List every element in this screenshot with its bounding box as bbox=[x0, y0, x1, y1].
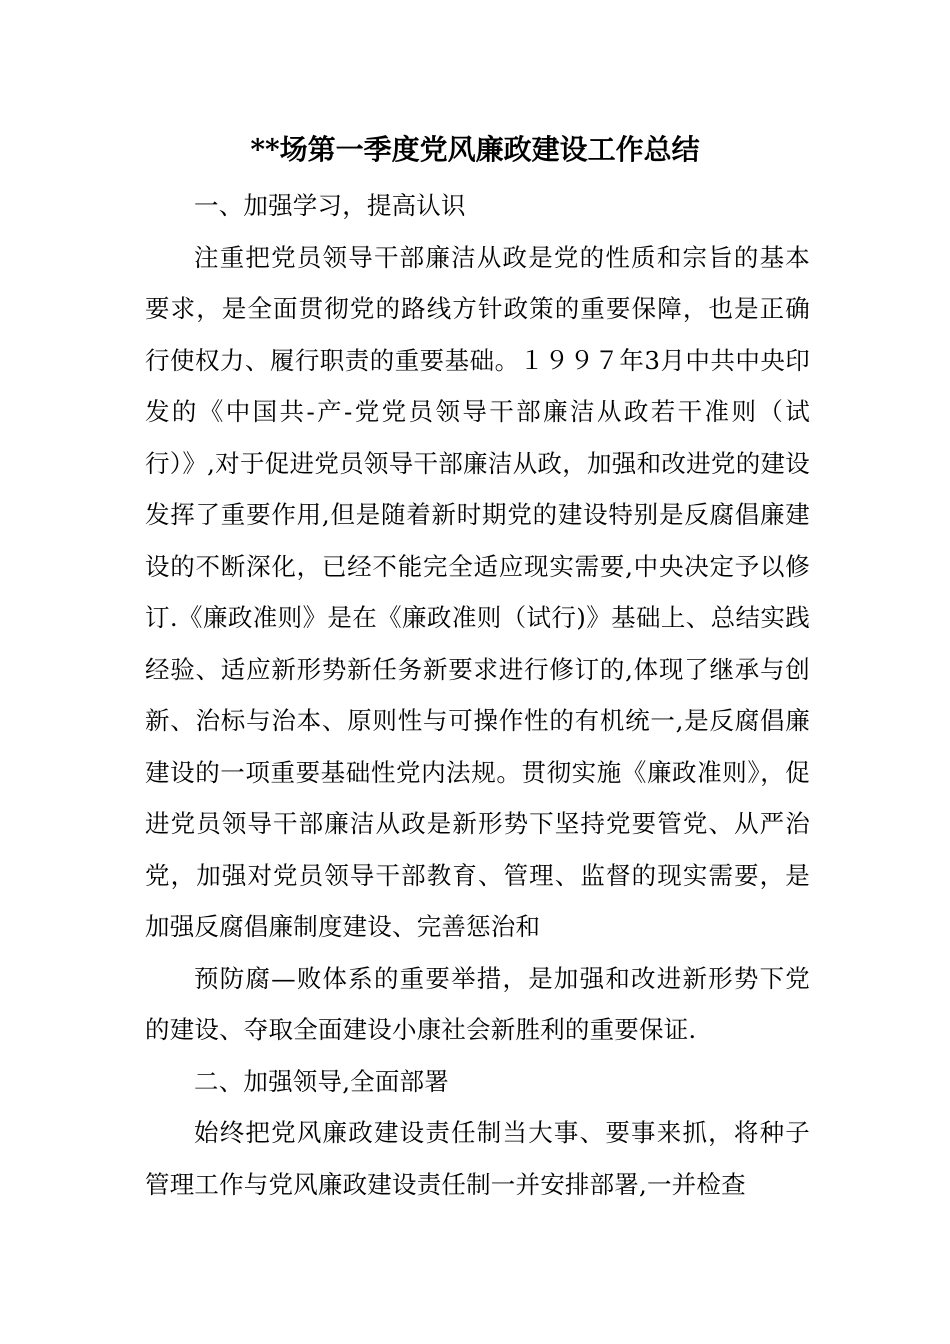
section-2-paragraph-1: 始终把党风廉政建设责任制当大事、要事来抓，将种子管理工作与党风廉政建设责任制一并安排部署,一并检查 bbox=[145, 1118, 810, 1199]
section-1-paragraph-1: 注重把党员领导干部廉洁从政是党的性质和宗旨的基本要求，是全面贯彻党的路线方针政策的重要保障，也是正确行使权力、履行职责的重要基础。１９９７年3月中共中央印发的《中国共-产-党党员领导干部廉洁从政若干准则（试行）》,对于促进党员领导干部廉洁从政，加强和改进党的建设发挥了重要作用,但是随着新时期党的建设特别是反腐倡廉建设的不断深化，已经不能完全适应现实需要,中央决定予以修订.《廉政准则》是在《廉政准则（试行)》基础上、总结实践经验、适应新形势新任务新要求进行修订的,体现了继承与创新、治标与治本、原则性与可操作性的有机统一,是反腐倡廉建设的一项重要基础性党内法规。贯彻实施《廉政准则》，促进党员领导干部廉洁从政是新形势下坚持党要管党、从严治党，加强对党员领导干部教育、管理、监督的现实需要，是加强反腐倡廉制度建设、完善惩治和 bbox=[145, 242, 810, 941]
section-heading-2: 二、加强领导,全面部署 bbox=[194, 1066, 449, 1096]
document-body bbox=[145, 180, 810, 1210]
document-title: **场第一季度党风廉政建设工作总结 bbox=[250, 133, 700, 166]
section-1-paragraph-2: 预防腐—败体系的重要举措，是加强和改进新形势下党的建设、夺取全面建设小康社会新胜利的重要保证. bbox=[145, 963, 810, 1044]
section-heading-1: 一、加强学习，提高认识 bbox=[194, 191, 466, 220]
